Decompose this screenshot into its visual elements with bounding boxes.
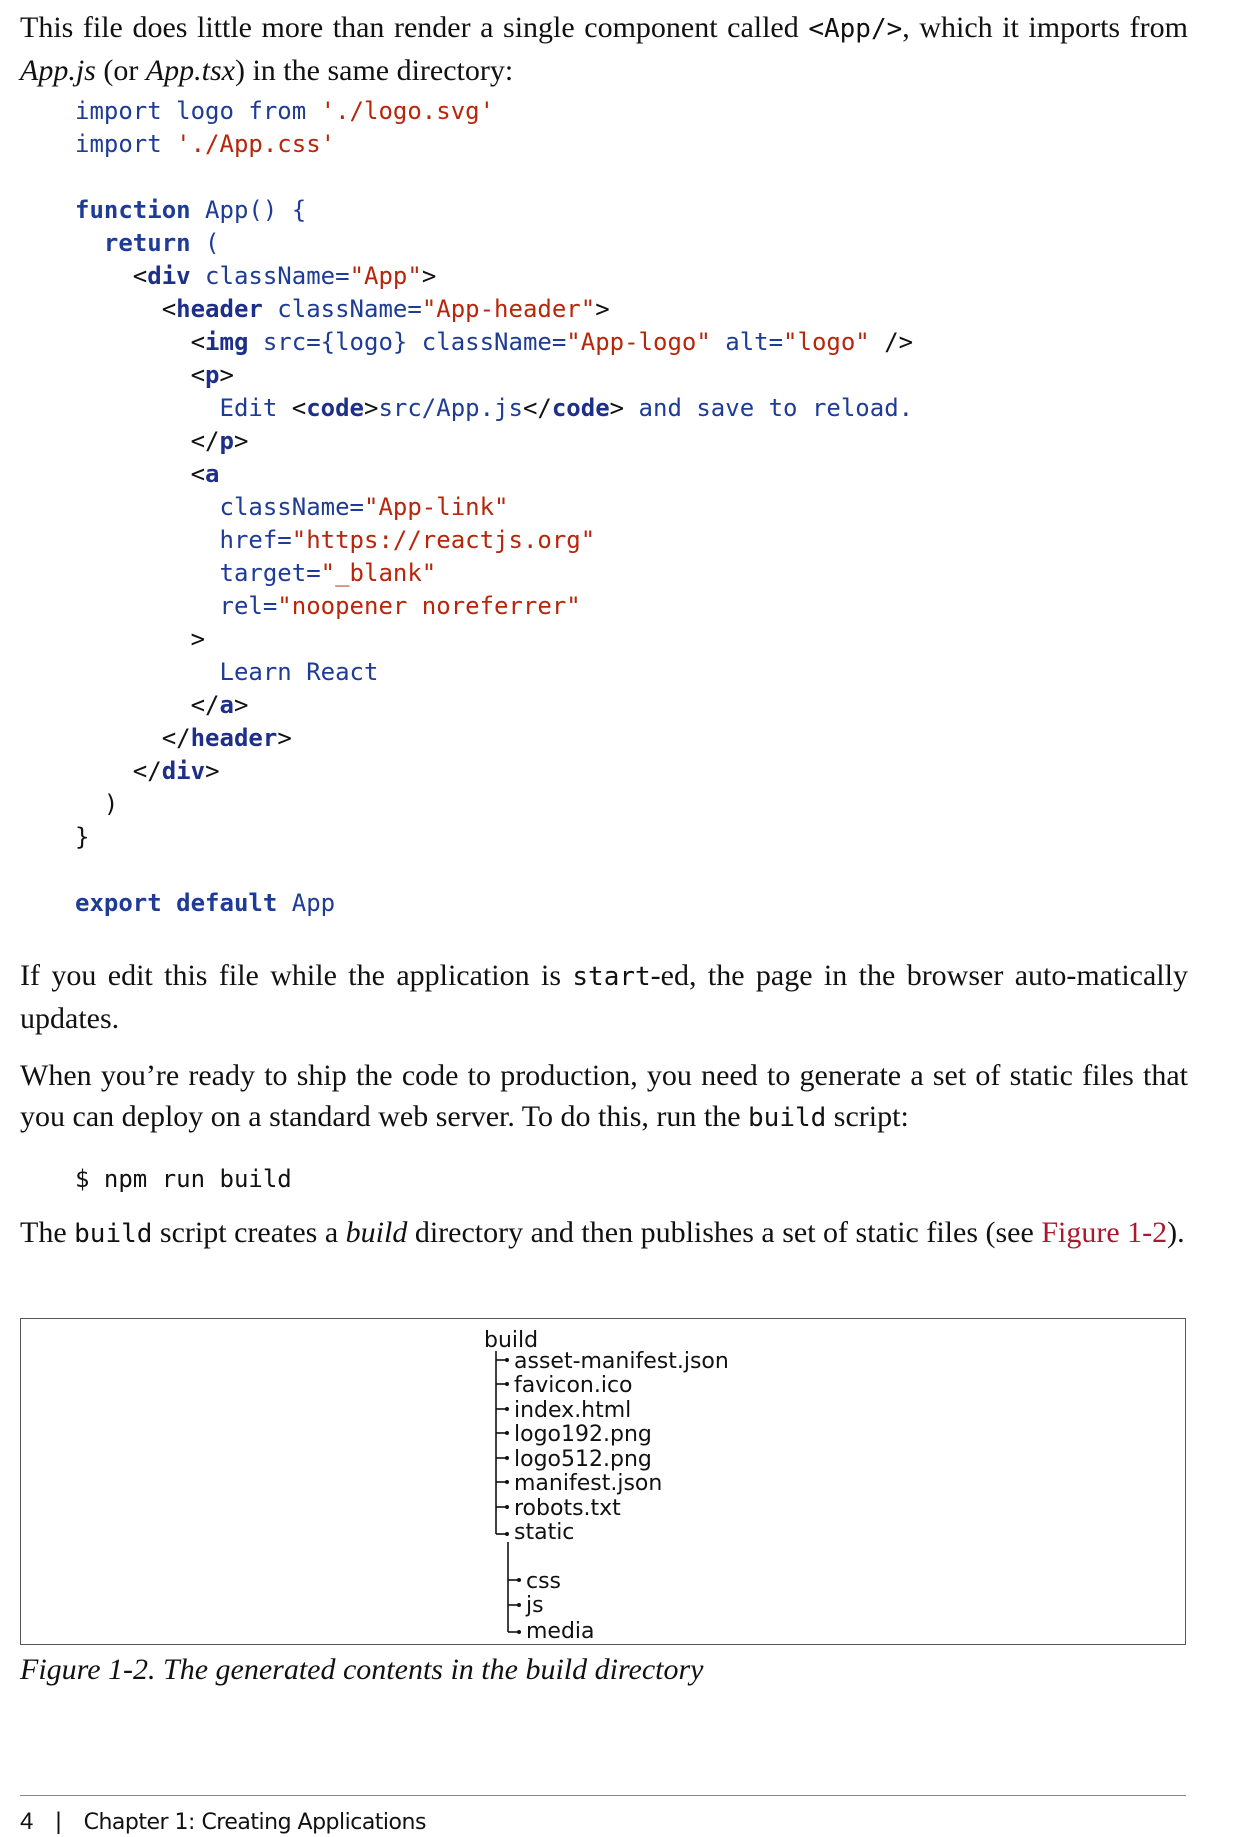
code-punct: /> <box>869 328 914 356</box>
code-line-5 <box>104 229 220 257</box>
paragraph-build <box>20 1055 1188 1139</box>
code-tag: header <box>190 724 278 752</box>
code-text: Edit <box>219 394 292 422</box>
code-punct: > <box>205 757 220 785</box>
paragraph-start <box>20 955 1188 1039</box>
intro-text-3: (or <box>95 54 146 87</box>
page-footer <box>20 1808 426 1836</box>
filename-app-tsx: App.tsx <box>145 54 235 87</box>
code-tag: p <box>205 361 220 389</box>
code-attr: alt= <box>710 328 784 356</box>
tree-item: logo192.png <box>514 1422 652 1447</box>
code-punct: > <box>233 691 249 719</box>
code-tag: header <box>176 295 263 323</box>
paragraph-build-dir <box>20 1212 1188 1255</box>
filename-app-js: App.js <box>20 54 96 87</box>
code-string: './logo.svg' <box>306 97 495 125</box>
code-punct: > <box>364 394 379 422</box>
code-keyword: import <box>75 97 162 125</box>
code-line-25 <box>75 889 335 917</box>
code-tag: a <box>205 460 220 488</box>
para2-text-1: If you edit this file while the application is <box>20 959 573 992</box>
code-punct: > <box>595 295 610 323</box>
intro-paragraph <box>20 7 1188 91</box>
code-string: "https://reactjs.org" <box>291 526 596 554</box>
para3-text-2: script: <box>826 1100 909 1133</box>
shell-command: $ npm run build <box>75 1165 292 1193</box>
figure-caption: Figure 1-2. The generated contents in the build directory <box>20 1653 704 1686</box>
code-text: App <box>277 889 336 917</box>
tree-item: logo512.png <box>514 1447 652 1472</box>
code-tag: code <box>551 394 610 422</box>
code-line-12 <box>191 460 220 488</box>
app-code-listing <box>75 95 913 920</box>
para4-text-3: directory and then publishes a set of static files (see <box>407 1216 1042 1249</box>
code-line-20 <box>162 724 292 752</box>
code-punct: < <box>190 328 206 356</box>
code-punct: > <box>219 361 234 389</box>
code-punct: </ <box>522 394 552 422</box>
code-identifier: logo <box>161 97 249 125</box>
code-tag: a <box>219 691 234 719</box>
code-tag: code <box>306 394 364 422</box>
code-string: "logo" <box>783 328 870 356</box>
code-line-15 <box>220 559 437 587</box>
code-punct: > <box>421 262 437 290</box>
code-punct: < <box>161 295 177 323</box>
code-text: src/App.js <box>378 394 523 422</box>
para2-text-2: -ed, the page in the browser auto-matically updates. <box>20 959 1188 1035</box>
tree-item: favicon.ico <box>514 1373 633 1398</box>
code-punct: < <box>190 361 206 389</box>
code-keyword: function <box>75 196 191 224</box>
code-line-23: } <box>75 823 90 851</box>
code-string: "_blank" <box>320 559 437 587</box>
code-tag: div <box>161 757 206 785</box>
tree-item: asset-manifest.json <box>514 1349 729 1374</box>
code-keyword: return <box>103 229 191 257</box>
intro-text-4: ) in the same directory: <box>234 54 514 87</box>
para4-text-2: script creates a <box>152 1216 346 1249</box>
code-punct: < <box>132 262 148 290</box>
code-line-7 <box>162 295 610 323</box>
code-string: "App-link" <box>364 493 509 521</box>
code-punct: < <box>291 394 307 422</box>
intro-text-1: This file does little more than render a single component called <box>20 11 809 44</box>
footer-separator: | <box>55 1808 62 1835</box>
tree-item: index.html <box>514 1398 632 1423</box>
code-tag: img <box>205 328 249 356</box>
code-punct: > <box>233 427 249 455</box>
tree-subitem: media <box>526 1619 595 1644</box>
code-keyword: export default <box>75 889 278 917</box>
code-keyword: import <box>75 130 162 158</box>
code-tag: div <box>147 262 191 290</box>
code-text: App() { <box>190 196 307 224</box>
figure-reference-link[interactable]: Figure 1-2 <box>1041 1216 1168 1249</box>
code-line-8 <box>191 328 914 356</box>
code-line-14 <box>220 526 596 554</box>
code-punct: </ <box>190 691 220 719</box>
code-line-18: Learn React <box>219 658 379 686</box>
code-line-21 <box>133 757 220 785</box>
inline-code-build: build <box>74 1219 153 1249</box>
code-attr: src={logo} className= <box>248 328 567 356</box>
code-attr: target= <box>219 559 321 587</box>
code-text: ( <box>190 229 220 257</box>
page-number: 4 <box>20 1808 34 1835</box>
code-line-16 <box>220 592 581 620</box>
tree-item: manifest.json <box>514 1471 663 1496</box>
code-line-11 <box>191 427 249 455</box>
code-attr: rel= <box>219 592 278 620</box>
tree-subitem: js <box>526 1593 544 1618</box>
code-string: "noopener noreferrer" <box>277 592 581 620</box>
code-punct: > <box>609 394 625 422</box>
code-attr: className= <box>190 262 350 290</box>
code-punct: </ <box>190 427 220 455</box>
tree-subitem: css <box>526 1569 562 1594</box>
code-punct: </ <box>132 757 162 785</box>
code-punct: </ <box>161 724 191 752</box>
tree-item-static: static <box>514 1520 575 1545</box>
code-line-13 <box>220 493 509 521</box>
chapter-title: Chapter 1: Creating Applications <box>83 1810 426 1835</box>
code-attr: className= <box>262 295 422 323</box>
inline-code-build: build <box>748 1103 827 1133</box>
figure-box <box>20 1318 1186 1645</box>
code-string: './App.css' <box>161 130 336 158</box>
code-punct: < <box>190 460 206 488</box>
tree-item: robots.txt <box>514 1496 621 1521</box>
dir-build: build <box>345 1216 408 1249</box>
para4-text-4: ). <box>1167 1216 1185 1249</box>
code-line-1 <box>75 97 494 125</box>
code-attr: href= <box>219 526 292 554</box>
code-line-10 <box>220 394 914 422</box>
inline-code-start: start <box>572 962 651 992</box>
code-string: "App-header" <box>421 295 596 323</box>
code-line-22: ) <box>103 790 119 818</box>
para3-text-1: When you’re ready to ship the code to production, you need to generate a set of static files that you can deploy on a standard web server. To do this, run the <box>20 1059 1188 1133</box>
code-line-17: > <box>190 625 206 653</box>
code-string: "App" <box>349 262 422 290</box>
intro-text-2: , which it imports from <box>902 11 1188 44</box>
code-line-9 <box>191 361 234 389</box>
code-tag: p <box>219 427 234 455</box>
code-line-2 <box>75 130 335 158</box>
code-string: "App-logo" <box>566 328 711 356</box>
tree-root-build: build <box>484 1328 539 1353</box>
code-line-19 <box>191 691 249 719</box>
code-line-4 <box>75 196 306 224</box>
code-keyword: from <box>248 97 307 125</box>
footer-divider <box>20 1795 1186 1796</box>
inline-code-app: <App/> <box>808 14 903 44</box>
code-line-6 <box>133 262 436 290</box>
code-punct: > <box>277 724 292 752</box>
para4-text-1: The <box>20 1216 75 1249</box>
code-attr: className= <box>219 493 364 521</box>
code-text: and save to reload. <box>624 394 914 422</box>
